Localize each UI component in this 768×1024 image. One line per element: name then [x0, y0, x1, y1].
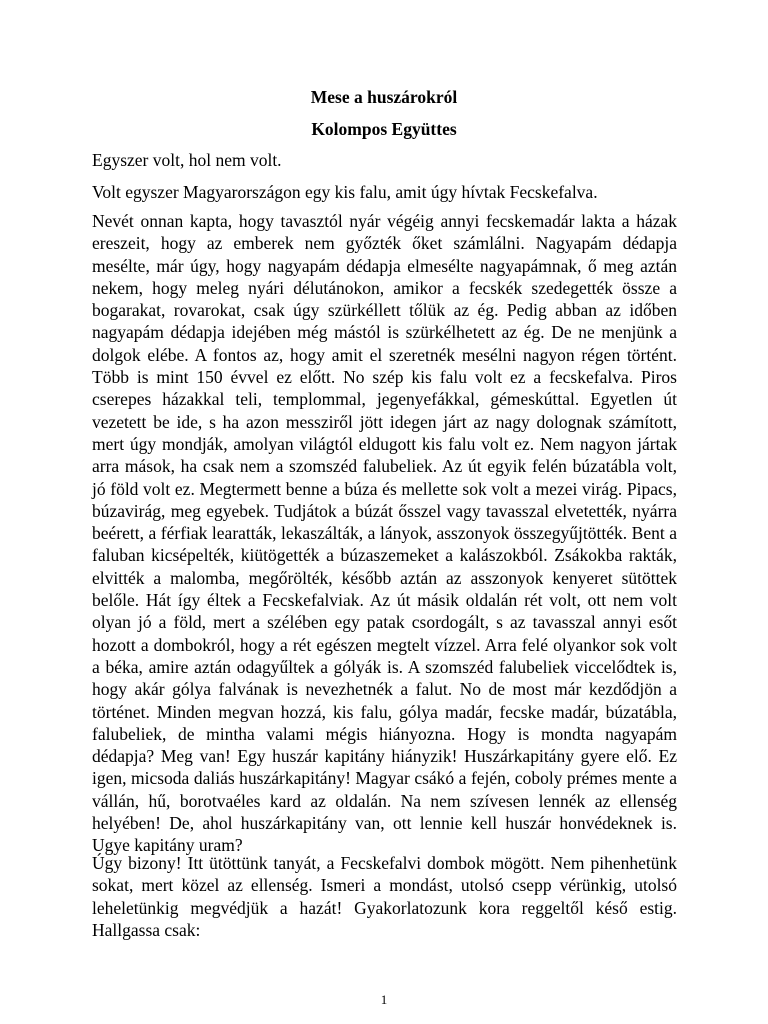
document-title: Mese a huszárokról	[310, 87, 458, 107]
paragraph-village-intro: Volt egyszer Magyarországon egy kis falu, amit úgy hívtak Fecskefalva.	[92, 182, 598, 202]
paragraph-hussar-reply: Úgy bizony! Itt ütöttünk tanyát, a Fecskefalvi dombok mögött. Nem pihenhetünk sokat, mert közel az ellenség. Ismeri a mondást, utolsó csepp vérünkig, utolsó leheletünkig megvédjük a hazát! Gyakorlatozunk kora reggeltől késő estig. Hallgassa csak:	[92, 853, 677, 940]
paragraph-opening: Egyszer volt, hol nem volt.	[92, 150, 282, 170]
paragraph-main-story: Nevét onnan kapta, hogy tavasztól nyár végéig annyi fecskemadár lakta a házak ereszeit, hogy az emberek nem győzték őket számlálni. Nagyapám dédapja mesélte, már úgy, hogy nagyapám dédapja elmesélte nagyapámnak, ő meg aztán nekem, hogy meleg nyári délutánokon, amikor a fecskék szedegették össze a bogarakat, rovarokat, csak úgy szürkéllett tőlük az ég. Pedig abban az időben nagyapám dédapja idejében még mástól is szürkélhetett az ég. De ne menjünk a dolgok elébe. A fontos az, hogy amit el szeretnék mesélni nagyon régen történt. Több is mint 150 évvel ez előtt. No szép kis falu volt ez a fecskefalva. Piros cserepes házakkal teli, templommal, jegenyefákkal, gémeskúttal. Egyetlen út vezetett be ide, s ha azon messziről jött idegen járt az nagy dolognak számított, mert úgy mondják, amolyan világtól eldugott kis falu volt ez. Nem nagyon jártak arra mások, ha csak nem a szomszéd falubeliek. Az út egyik felén búzatábla volt, jó föld volt ez. Megtermett benne a búza és mellette sok volt a mezei virág. Pipacs, búzavirág, meg egyebek. Tudjátok a búzát ősszel vagy tavasszal elvetették, nyárra beérett, a férfiak learatták, lekaszálták, a lányok, asszonyok összegyűjtötték. Bent a faluban kicsépelték, kiütögették a búzaszemeket a kalászokból. Zsákokba rakták, elvitték a malomba, megőrölték, később aztán az asszonyok kenyeret sütöttek belőle. Hát így éltek a Fecskefalviak. Az út másik oldalán rét volt, ott nem volt olyan jó a föld, mert a szélében egy patak csordogált, s az tavasszal annyi esőt hozott a dombokról, hogy a rét egészen megtelt vízzel. Arra felé olyankor sok volt a béka, amire aztán odagyűltek a gólyák is. A szomszéd falubeliek viccelődtek is, hogy akár gólya falvának is nevezhetnék a falut. No de most már kezdődjön a történet. Minden megvan hozzá, kis falu, gólya madár, fecske madár, búzatábla, falubeliek, de mintha valami mégis hiányozna. Hogy is mondta nagyapám dédapja? Meg van! Egy huszár kapitány hiányzik! Huszárkapitány gyere elő. Ez igen, micsoda daliás huszárkapitány! Magyar csákó a fején, coboly prémes mente a vállán, hű, borotvaéles kard az oldalán. Na nem szívesen lennék az ellenség helyében! De, ahol huszárkapitány van, ott lennie kell huszár honvédeknek is. Ugye kapitány uram?	[92, 211, 677, 856]
page-number: 1	[380, 992, 388, 1007]
document-subtitle: Kolompos Együttes	[311, 119, 457, 139]
